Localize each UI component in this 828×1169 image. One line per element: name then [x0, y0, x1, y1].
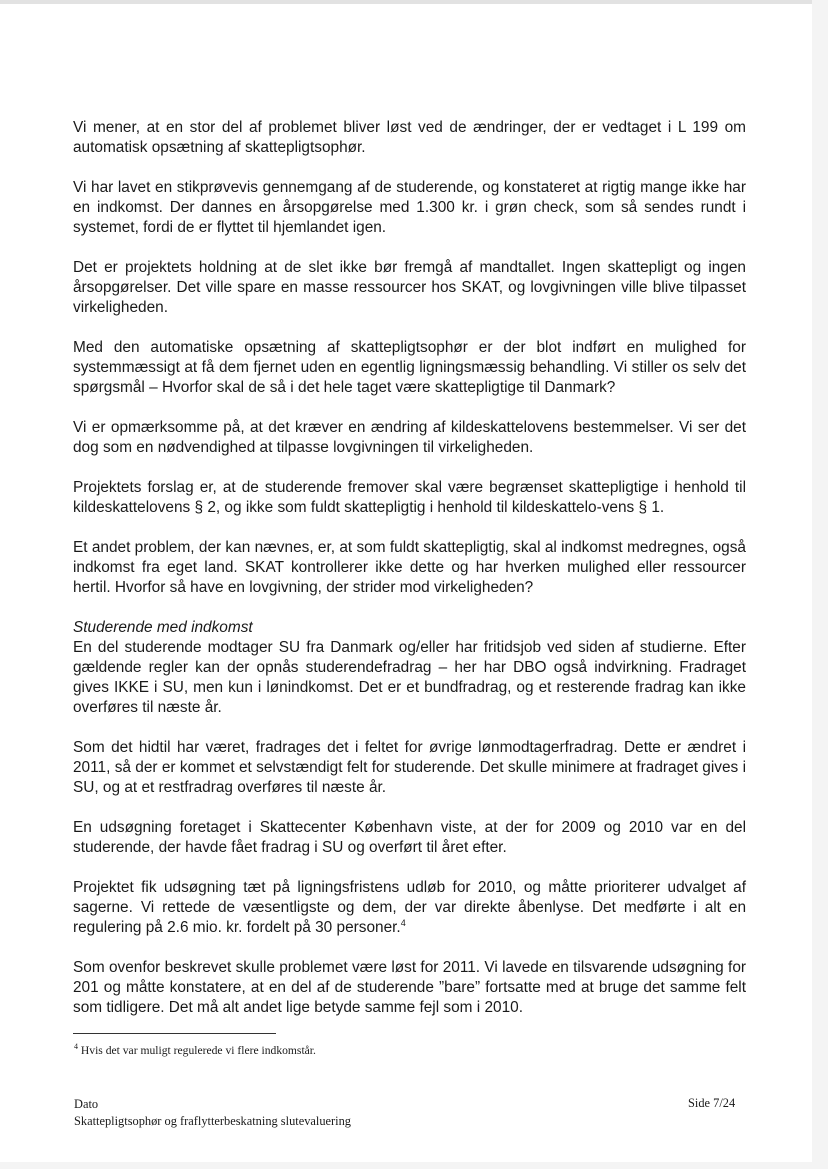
footnote-reference: 4: [400, 918, 406, 928]
paragraph: En del studerende modtager SU fra Danmark og/eller har fritidsjob ved siden af studierne. Efter gældende regler kan der opnås studerendefradrag – her har DBO også indvirkning. Fradraget gives IKKE i SU, men kun i lønindkomst. Det er et bundfradrag, og et resterende fradrag kan ikke overføres til næste år.: [73, 639, 746, 716]
paragraph: Vi mener, at en stor del af problemet bliver løst ved de ændringer, der er vedtaget i L 199 om automatisk opsætning af skattepligtsophør.: [73, 119, 746, 156]
footer-document-title: Skattepligtsophør og fraflytterbeskatning slutevaluering: [74, 1114, 352, 1128]
paragraph: Vi har lavet en stikprøvevis gennemgang af de studerende, og konstateret at rigtig mange ikke har en indkomst. Der dannes en årsopgørelse med 1.300 kr. i grøn check, som så sendes rundt i systemet, fordi de er flyttet til hjemlandet igen.: [73, 179, 746, 236]
paragraph: Et andet problem, der kan nævnes, er, at som fuldt skattepligtig, skal al indkomst medregnes, også indkomst fra eget land. SKAT kontrollerer ikke dette og har hverken mulighed eller ressourcer hertil. Hvorfor så have en lovgivning, der strider mod virkeligheden?: [73, 539, 746, 596]
footer-date-label: Dato: [74, 1097, 99, 1111]
footnote: [74, 1044, 316, 1058]
footnote-separator: [73, 1033, 276, 1034]
paragraph: Som ovenfor beskrevet skulle problemet være løst for 2011. Vi lavede en tilsvarende udsøgning for 201 og måtte konstatere, at en del af de studerende ”bare” fortsatte med at bruge det samme felt som tidligere. Det må alt andet lige betyde samme fejl som i 2010.: [73, 959, 746, 1016]
footnote-text: Hvis det var muligt regulerede vi flere indkomstår.: [78, 1044, 316, 1057]
body-text: [73, 118, 746, 1018]
footnote-number: 4: [74, 1042, 78, 1051]
paragraph-with-footnote-ref: [73, 878, 746, 938]
paragraph: En udsøgning foretaget i Skattecenter København viste, at der for 2009 og 2010 var en del studerende, der havde fået fradrag i SU og overført til året efter.: [73, 819, 746, 856]
paragraph: Det er projektets holdning at de slet ikke bør fremgå af mandtallet. Ingen skattepligt og ingen årsopgørelser. Det ville spare en masse ressourcer hos SKAT, og lovgivningen ville blive tilpasset virkeligheden.: [73, 259, 746, 316]
paragraph: Vi er opmærksomme på, at det kræver en ændring af kildeskattelovens bestemmelser. Vi ser det dog som en nødvendighed at tilpasse lovgivningen til virkeligheden.: [73, 419, 746, 456]
section-heading: Studerende med indkomst: [73, 619, 253, 636]
paragraph-text: Projektet fik udsøgning tæt på ligningsfristens udløb for 2010, og måtte prioriterer udvalget af sagerne. Vi rettede de væsentligste og dem, der var direkte åbenlyse. Det medførte i alt en regulering på 2.6 mio. kr. fordelt på 30 personer.: [73, 879, 746, 936]
paragraph: Som det hidtil har været, fradrages det i feltet for øvrige lønmodtagerfradrag. Dette er ændret i 2011, så der er kommet et selvstændigt felt for studerende. Det skulle minimere at fradraget gives i SU, og at et restfradrag overføres til næste år.: [73, 739, 746, 796]
paragraph: Med den automatiske opsætning af skattepligtsophør er der blot indført en mulighed for systemmæssigt at få dem fjernet uden en egentlig ligningsmæssig behandling. Vi stiller os selv det spørgsmål – Hvorfor skal de så i det hele taget være skattepligtige til Danmark?: [73, 339, 746, 396]
page-number: Side 7/24: [688, 1096, 736, 1110]
paragraph: Projektets forslag er, at de studerende fremover skal være begrænset skattepligtige i henhold til kildeskattelovens § 2, og ikke som fuldt skattepligtig i henhold til kildeskattelo-vens § 1.: [73, 479, 746, 516]
page-footer: [74, 1096, 351, 1130]
